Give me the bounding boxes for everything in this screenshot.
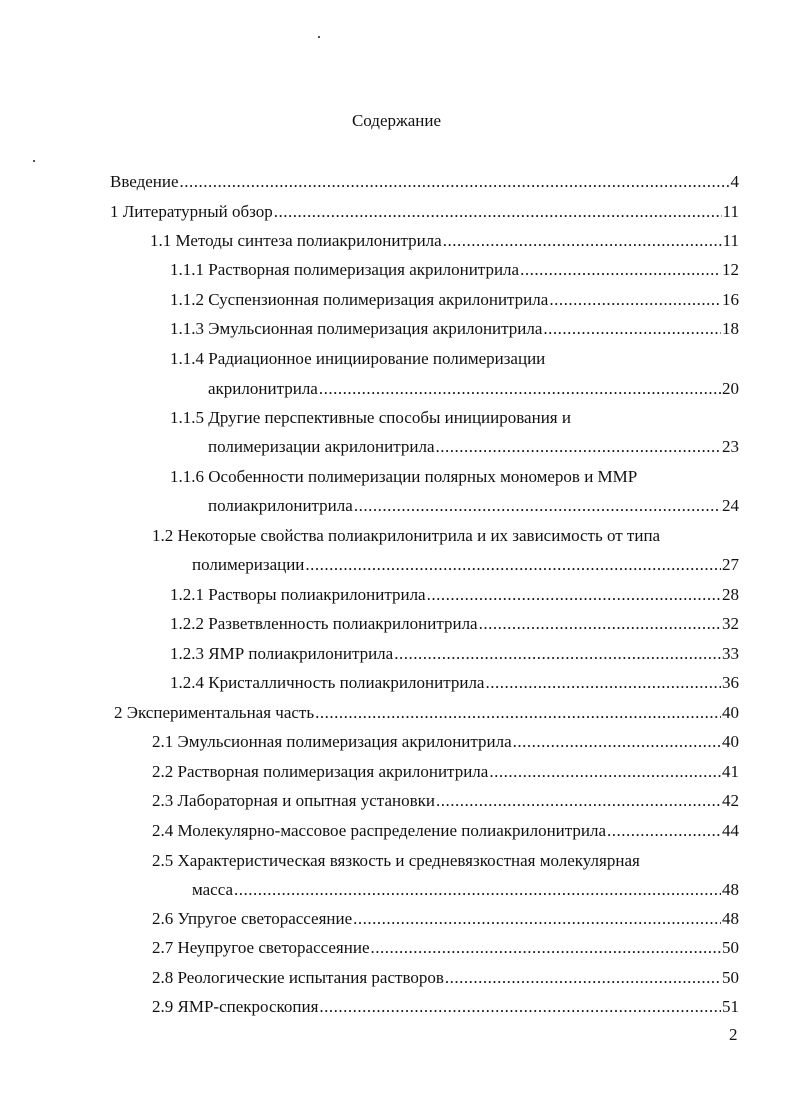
toc-entry: 2.6 Упругое светорассеяние ..... 48 — [152, 908, 739, 930]
toc-entry: 1.2.3 ЯМР полиакрилонитрила ..... 33 — [170, 643, 739, 665]
toc-entry-heading: 1.1.6 Особенности полимеризации полярных мономеров и ММР — [170, 467, 638, 486]
toc-entry: полиакрилонитрила ..... 24 — [208, 495, 739, 517]
scan-speck — [33, 160, 35, 162]
toc-entry-heading: 2.5 Характеристическая вязкость и средневязкостная молекулярная — [152, 851, 640, 870]
toc-entry: 1 Литературный обзор ..... 11 — [110, 201, 739, 223]
toc-entry-heading: 1.1.4 Радиационное инициирование полимеризации — [170, 349, 546, 368]
toc-entry: 1.2.4 Кристалличность полиакрилонитрила ..... 36 — [170, 672, 739, 694]
toc-entry: 2.9 ЯМР-спекроскопия ..... 51 — [152, 996, 739, 1018]
toc-entry: 1.1.2 Суспензионная полимеризация акрилонитрила ..... 16 — [170, 289, 739, 311]
toc-entry: 2.7 Неупругое светорассеяние ..... 50 — [152, 937, 739, 959]
toc-entry: масса ..... 48 — [192, 879, 739, 901]
scan-speck — [318, 36, 320, 38]
toc-entry: Введение ..... 4 — [110, 171, 739, 193]
page-number: 2 — [729, 1025, 738, 1044]
toc-entry: полимеризации ..... 27 — [192, 554, 739, 576]
toc-entry: 2 Экспериментальная часть ..... 40 — [114, 702, 739, 724]
toc-entry: 2.3 Лабораторная и опытная установки ..... 42 — [152, 790, 739, 812]
toc-entry: 1.2.2 Разветвленность полиакрилонитрила ..... 32 — [170, 613, 739, 635]
toc-entry: акрилонитрила ..... 20 — [208, 378, 739, 400]
toc-entry-heading: 1.2 Некоторые свойства полиакрилонитрила и их зависимость от типа — [152, 526, 661, 545]
toc-entry: 2.2 Растворная полимеризация акрилонитрила ..... 41 — [152, 761, 739, 783]
toc-entry: полимеризации акрилонитрила ..... 23 — [208, 436, 739, 458]
toc-entry: 2.4 Молекулярно-массовое распределение полиакрилонитрила ..... 44 — [152, 820, 739, 842]
toc-entry: 2.1 Эмульсионная полимеризация акрилонитрила ..... 40 — [152, 731, 739, 753]
toc-entry: 1.1.1 Растворная полимеризация акрилонитрила ..... 12 — [170, 259, 739, 281]
page-title: Содержание — [351, 111, 442, 130]
toc-entry: 1.1 Методы синтеза полиакрилонитрила ..... 11 — [150, 230, 739, 252]
toc-entry: 1.2.1 Растворы полиакрилонитрила ..... 28 — [170, 584, 739, 606]
toc-entry-heading: 1.1.5 Другие перспективные способы инициирования и — [170, 408, 571, 427]
toc-entry: 2.8 Реологические испытания растворов ..... 50 — [152, 967, 739, 989]
toc-entry: 1.1.3 Эмульсионная полимеризация акрилонитрила ..... 18 — [170, 318, 739, 340]
